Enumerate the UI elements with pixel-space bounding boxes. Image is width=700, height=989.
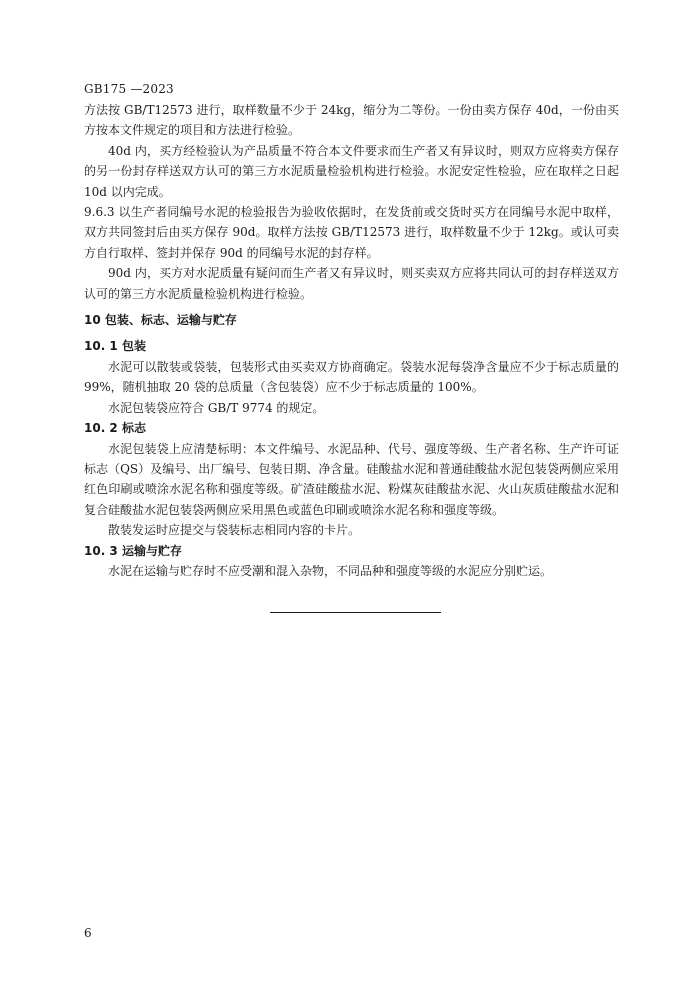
subsection-10-1-heading: 10. 1 包装 [84,339,146,354]
standard-code-header: GB175 —2023 [84,82,174,96]
section-10-heading: 10 包装、标志、运输与贮存 [84,313,237,328]
subsection-10-2-heading: 10. 2 标志 [84,421,146,436]
paragraph-transport-storage: 水泥在运输与贮存时不应受潮和混入杂物，不同品种和强度等级的水泥应分别贮运。 [108,563,553,578]
clause-9-6-3: 9.6.3 以生产者同编号水泥的检验报告为验收依据时，在发货前或交货时买方在同编号水泥中取样，双方共同签封后由买方保存 90d。取样方法按 GB/T12573 进行，取样数量不少于 12kg。或认可卖方自行取样、签封并保存 90d 的同编号水泥的封存样。 [84,205,619,260]
end-of-document-rule [270,612,441,613]
paragraph-packaging-bag-standard: 水泥包装袋应符合 GB/T 9774 的规定。 [108,400,325,415]
page-number: 6 [84,926,92,940]
paragraph-packaging: 水泥可以散装或袋装，包装形式由买卖双方协商确定。袋装水泥每袋净含量应不少于标志质量的 99%，随机抽取 20 袋的总质量（含包装袋）应不少于标志质量的 100%。 [84,359,619,395]
subsection-10-3-heading: 10. 3 运输与贮存 [84,543,182,558]
document-body [84,100,619,581]
paragraph-90d-inspection: 90d 内，买方对水泥质量有疑问而生产者又有异议时，则买卖双方应将共同认可的封存样送双方认可的第三方水泥质量检验机构进行检验。 [84,266,619,301]
paragraph-sampling-method: 方法按 GB/T12573 进行，取样数量不少于 24kg，缩分为二等份。一份由卖方保存 40d，一份由买方按本文件规定的项目和方法进行检验。 [84,103,619,138]
paragraph-bulk-shipping-card: 散装发运时应提交与袋装标志相同内容的卡片。 [108,523,361,538]
paragraph-marking: 水泥包装袋上应清楚标明：本文件编号、水泥品种、代号、强度等级、生产者名称、生产许可证标志（QS）及编号、出厂编号、包装日期、净含量。硅酸盐水泥和普通硅酸盐水泥包装袋两侧应采用红色印刷或喷涂水泥名称和强度等级。矿渣硅酸盐水泥、粉煤灰硅酸盐水泥、火山灰质硅酸盐水泥和复合硅酸盐水泥包装袋两侧应采用黑色或蓝色印刷或喷涂水泥名称和强度等级。 [84,441,619,517]
paragraph-40d-inspection: 40d 内，买方经检验认为产品质量不符合本文件要求而生产者又有异议时，则双方应将卖方保存的另一份封存样送双方认可的第三方水泥质量检验机构进行检验。水泥安定性检验，应在取样之日起 10d 以内完成。 [84,143,619,199]
